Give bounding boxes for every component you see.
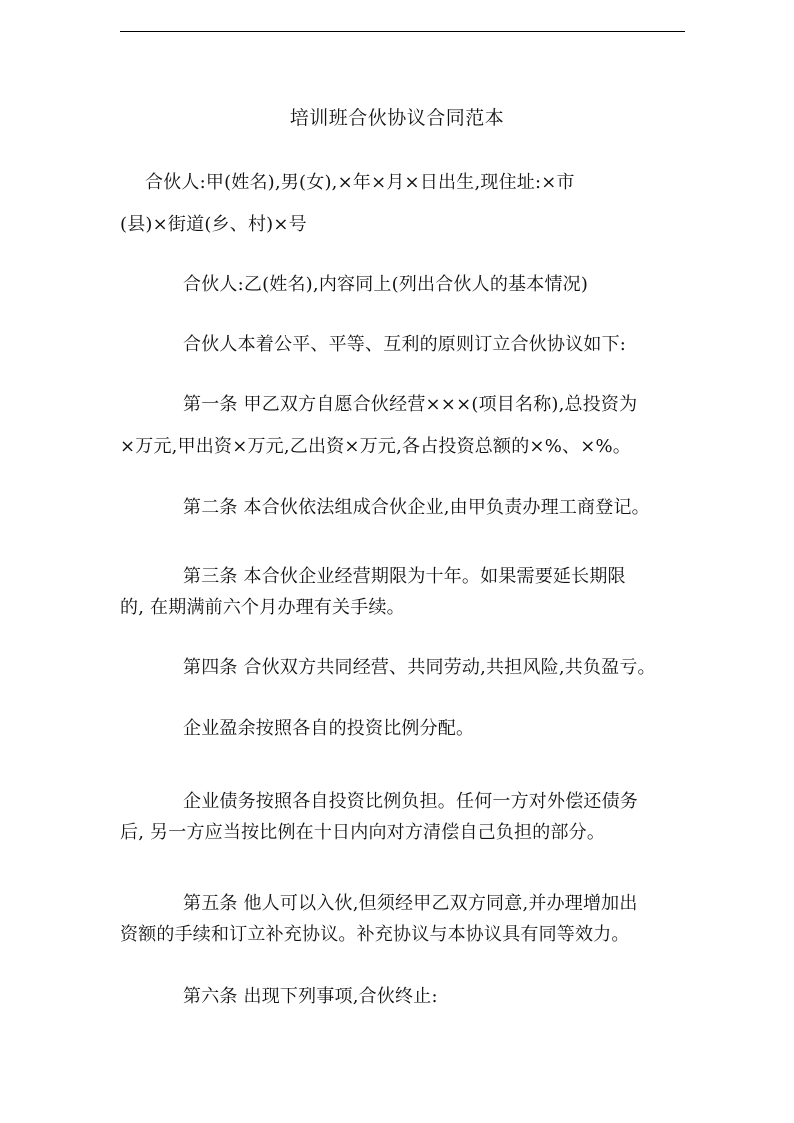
paragraph-line: 后, 另一方应当按比例在十日内向对方清偿自己负担的部分。: [120, 822, 606, 843]
paragraph-line: 的, 在期满前六个月办理有关手续。: [120, 597, 405, 618]
paragraph-line: 合伙人:乙(姓名),内容同上(列出合伙人的基本情况): [183, 274, 589, 295]
document-title: 培训班合伙协议合同范本: [289, 107, 505, 129]
paragraph-line: 资额的手续和订立补充协议。补充协议与本协议具有同等效力。: [120, 924, 630, 945]
paragraph-line: 第三条 本合伙企业经营期限为十年。如果需要延长期限: [183, 566, 626, 587]
paragraph-line: 第四条 合伙双方共同经营、共同劳动,共担风险,共负盈亏。: [183, 657, 656, 678]
header-rule: [120, 31, 685, 32]
paragraph-line: 企业盈余按照各自的投资比例分配。: [183, 718, 475, 739]
paragraph-line: 第一条 甲乙双方自愿合伙经营×××(项目名称),总投资为: [183, 394, 638, 415]
paragraph-line: ×万元,甲出资×万元,乙出资×万元,各占投资总额的×%、×%。: [120, 436, 631, 457]
paragraph-line: 合伙人本着公平、平等、互利的原则订立合伙协议如下:: [183, 334, 627, 355]
paragraph-line: 企业债务按照各自投资比例负担。任何一方对外偿还债务: [183, 791, 638, 812]
paragraph-line: (县)×街道(乡、村)×号: [120, 214, 307, 235]
paragraph-line: 合伙人:甲(姓名),男(女),×年×月×日出生,现住址:×市: [145, 172, 575, 193]
paragraph-line: 第五条 他人可以入伙,但须经甲乙双方同意,并办理增加出: [183, 893, 638, 914]
paragraph-line: 第二条 本合伙依法组成合伙企业,由甲负责办理工商登记。: [183, 497, 650, 518]
paragraph-line: 第六条 出现下列事项,合伙终止:: [183, 986, 438, 1007]
